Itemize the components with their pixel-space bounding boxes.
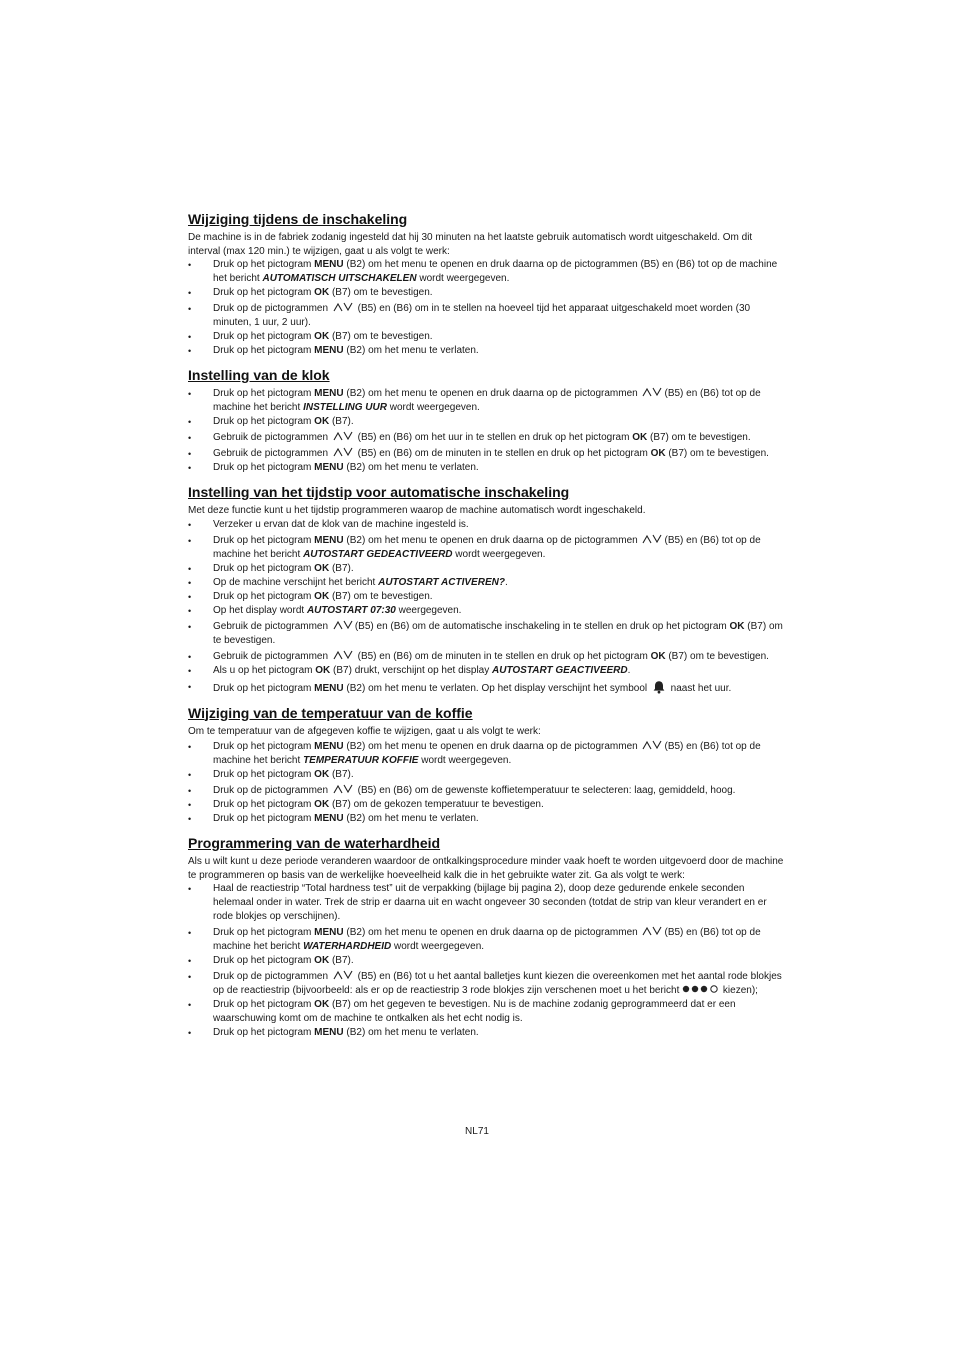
text-run: Druk op het pictogram xyxy=(213,259,315,270)
text-run: Druk op het pictogram xyxy=(213,534,315,546)
instruction-item xyxy=(188,330,784,344)
key-label: MENU xyxy=(314,259,344,270)
instruction-item xyxy=(188,740,784,768)
text-run: (B5) en (B6) om het uur in te stellen en druk op het pictogram xyxy=(354,432,633,443)
text-run: Op de machine verschijnt het bericht xyxy=(213,576,379,588)
text-run: (B7). xyxy=(329,416,354,427)
text-run: Druk op de pictogrammen xyxy=(213,303,331,314)
key-label: MENU xyxy=(314,682,344,694)
key-label: MENU xyxy=(314,813,344,824)
text-run: (B2) om het menu te verlaten. Op het display verschijnt het symbool xyxy=(343,682,650,694)
text-run: kiezen); xyxy=(720,985,758,996)
section-intro: Met deze functie kunt u het tijdstip programmeren waarop de machine automatisch wordt ingeschakeld. xyxy=(188,505,646,516)
text-run: (B7) om te bevestigen. xyxy=(329,331,433,342)
key-label: OK xyxy=(314,562,330,574)
display-message: AUTOSTART GEDEACTIVEERD xyxy=(303,548,453,560)
section-intro: Om te temperatuur van de afgegeven koffie te wijzigen, gaat u als volgt te werk: xyxy=(188,725,541,737)
text-run: (B5) en (B6) om de minuten in te stellen en druk op het pictogram xyxy=(354,650,651,662)
text-run: Druk op het pictogram xyxy=(213,462,315,473)
text-run: (B5) en (B6) tot op de machine het bericht xyxy=(213,741,761,766)
section-heading: Instelling van het tijdstip voor automatische inschakeling xyxy=(188,484,570,500)
key-label: OK xyxy=(314,955,330,966)
key-label: OK xyxy=(314,799,330,810)
text-run: Druk op het pictogram xyxy=(213,331,315,342)
text-run: . xyxy=(627,664,631,676)
manual-page xyxy=(188,210,784,1048)
text-run: (B2) om het menu te verlaten. xyxy=(343,813,479,824)
text-run: (B5) en (B6) tot op de machine het bericht xyxy=(213,388,761,413)
text-run: wordt weergegeven. xyxy=(416,273,510,284)
text-run: Druk op het pictogram xyxy=(213,682,315,694)
text-run: (B7) om te bevestigen. xyxy=(329,590,433,602)
section-heading: Programmering van de waterhardheid xyxy=(188,835,441,851)
section-intro: De machine is in de fabriek zodanig ingesteld dat hij 30 minuten na het laatste gebruik automatisch wordt uitgeschakeld. Om dit interval (max 120 min.) te wijzigen, gaat u als volgt te werk: xyxy=(188,232,753,257)
text-run: (B5) en (B6) tot op de machine het bericht xyxy=(213,534,761,560)
instruction-item xyxy=(188,518,784,532)
instruction-item xyxy=(188,812,784,826)
text-run: Druk op het pictogram xyxy=(213,813,315,824)
display-message: AUTOSTART GEACTIVEERD xyxy=(492,664,628,676)
section-heading: Wijziging tijdens de inschakeling xyxy=(188,211,408,227)
up-down-arrows-icon xyxy=(640,535,664,546)
section-heading: Wijziging van de temperatuur van de koffie xyxy=(188,704,473,721)
text-run: (B7) om het gegeven te bevestigen. Nu is de machine zodanig geprogrammeerd dat er een waarschuwing komt om de machine te ontkalken als het echt nodig is. xyxy=(213,999,736,1024)
up-down-arrows-icon xyxy=(640,741,664,752)
instruction-item xyxy=(188,1026,784,1040)
section-intro: Als u wilt kunt u deze periode veranderen waardoor de ontkalkingsprocedure minder vaak hoeft te worden uitgevoerd door de machine te programmeren op basis van de werkelijke hoeveelheid kalk die in het gebruikte water zit. Ga als volgt te werk: xyxy=(188,856,784,881)
instruction-item xyxy=(188,604,784,618)
instruction-item xyxy=(188,387,784,415)
text-run: (B2) om het menu te openen en druk daarna op de pictogrammen xyxy=(343,534,641,546)
key-label: OK xyxy=(314,416,330,427)
display-message: WATERHARDHEID xyxy=(303,941,392,952)
up-down-arrows-icon xyxy=(331,621,355,632)
text-run: (B7). xyxy=(329,769,354,780)
key-label: OK xyxy=(650,448,666,459)
text-run: Als u op het pictogram xyxy=(213,664,316,676)
text-run: (B7). xyxy=(329,955,354,966)
key-label: OK xyxy=(314,287,330,298)
text-run: wordt weergegeven. xyxy=(452,548,546,560)
instruction-item xyxy=(188,784,784,798)
instruction-list xyxy=(188,740,784,826)
key-label: OK xyxy=(729,620,745,632)
instruction-item xyxy=(188,926,784,954)
display-message: AUTOSTART ACTIVEREN? xyxy=(378,576,505,588)
section xyxy=(188,483,784,696)
instruction-list xyxy=(188,518,784,696)
instruction-list xyxy=(188,387,784,475)
section xyxy=(188,366,784,475)
instruction-item xyxy=(188,620,784,648)
instruction-item xyxy=(188,534,784,562)
instruction-item xyxy=(188,650,784,664)
page-number: NL71 xyxy=(465,1126,489,1137)
three-filled-one-empty-dots-icon xyxy=(682,985,720,996)
key-label: MENU xyxy=(314,1027,344,1038)
instruction-item xyxy=(188,447,784,461)
text-run: Gebruik de pictogrammen xyxy=(213,448,331,459)
display-message: INSTELLING UUR xyxy=(303,402,387,413)
text-run: Op het display wordt xyxy=(213,604,307,616)
instruction-item xyxy=(188,954,784,968)
text-run: Druk op de pictogrammen xyxy=(213,971,331,982)
text-run: (B7) om te bevestigen. xyxy=(213,620,783,646)
text-run: Druk op het pictogram xyxy=(213,287,315,298)
text-run: (B5) en (B6) om de gewenste koffietemperatuur te selecteren: laag, gemiddeld, hoog. xyxy=(354,785,736,796)
instruction-item xyxy=(188,576,784,590)
key-label: MENU xyxy=(314,534,344,546)
instruction-item xyxy=(188,798,784,812)
text-run: Druk op het pictogram xyxy=(213,388,315,399)
text-run: (B7) drukt, verschijnt op het display xyxy=(330,664,493,676)
text-run: (B7). xyxy=(329,562,354,574)
text-run: Druk op het pictogram xyxy=(213,769,315,780)
instruction-item xyxy=(188,461,784,475)
text-run: . xyxy=(504,576,508,588)
text-run: (B2) om het menu te openen en druk daarna op de pictogrammen (B5) en (B6) tot op de machine het bericht xyxy=(213,259,778,284)
key-label: OK xyxy=(315,664,331,676)
section xyxy=(188,704,784,827)
key-label: OK xyxy=(314,331,330,342)
text-run: Druk op het pictogram xyxy=(213,927,315,938)
text-run: Druk op de pictogrammen xyxy=(213,785,331,796)
text-run: Verzeker u ervan dat de klok van de machine ingesteld is. xyxy=(213,518,469,530)
key-label: MENU xyxy=(314,388,344,399)
up-down-arrows-icon xyxy=(331,448,355,459)
text-run: naast het uur. xyxy=(667,682,732,694)
text-run: (B2) om het menu te verlaten. xyxy=(343,345,479,356)
instruction-item xyxy=(188,664,784,678)
display-message: AUTOSTART 07:30 xyxy=(306,604,396,616)
text-run: (B7) om te bevestigen. xyxy=(329,287,433,298)
up-down-arrows-icon xyxy=(640,927,664,938)
up-down-arrows-icon xyxy=(331,303,355,314)
text-run: (B7) om te bevestigen. xyxy=(665,448,769,459)
text-run: Druk op het pictogram xyxy=(213,741,315,752)
key-label: OK xyxy=(632,432,648,443)
bell-icon xyxy=(650,683,668,694)
key-label: MENU xyxy=(314,345,344,356)
key-label: OK xyxy=(314,999,330,1010)
text-run: (B5) en (B6) tot u het aantal balletjes kunt kiezen die overeenkomen met het aantal rode blokjes op de reactiestrip (bijvoorbeeld: als er op de reactiestrip 3 rode blokjes zijn verschenen moet u het bericht xyxy=(213,971,782,996)
text-run: Gebruik de pictogrammen xyxy=(213,432,331,443)
text-run: (B7) om te bevestigen. xyxy=(665,650,769,662)
text-run: (B7) om te bevestigen. xyxy=(647,432,751,443)
section xyxy=(188,834,784,1040)
up-down-arrows-icon xyxy=(331,971,355,982)
instruction-item xyxy=(188,562,784,576)
up-down-arrows-icon xyxy=(331,432,355,443)
text-run: Druk op het pictogram xyxy=(213,590,315,602)
key-label: OK xyxy=(314,590,330,602)
text-run: (B2) om het menu te verlaten. xyxy=(343,462,479,473)
text-run: (B2) om het menu te openen en druk daarna op de pictogrammen xyxy=(343,927,641,938)
text-run: Druk op het pictogram xyxy=(213,416,315,427)
text-run: Druk op het pictogram xyxy=(213,562,315,574)
text-run: (B2) om het menu te openen en druk daarna op de pictogrammen xyxy=(343,741,641,752)
text-run: Druk op het pictogram xyxy=(213,345,315,356)
text-run: (B2) om het menu te verlaten. xyxy=(343,1027,479,1038)
key-label: OK xyxy=(314,769,330,780)
up-down-arrows-icon xyxy=(640,388,664,399)
instruction-item xyxy=(188,768,784,782)
text-run: Gebruik de pictogrammen xyxy=(213,650,331,662)
text-run: (B5) en (B6) tot op de machine het bericht xyxy=(213,927,761,952)
up-down-arrows-icon xyxy=(331,651,355,662)
instruction-item xyxy=(188,998,784,1026)
instruction-item xyxy=(188,680,784,696)
key-label: MENU xyxy=(314,462,344,473)
instruction-item xyxy=(188,302,784,330)
text-run: (B7) om de gekozen temperatuur te bevestigen. xyxy=(329,799,544,810)
text-run: (B2) om het menu te openen en druk daarna op de pictogrammen xyxy=(343,388,641,399)
text-run: (B5) en (B6) om de automatische inschakeling in te stellen en druk op het pictogram xyxy=(354,620,730,632)
instruction-item xyxy=(188,286,784,300)
text-run: Haal de reactiestrip “Total hardness test” uit de verpakking (bijlage bij pagina 2), doop deze gedurende enkele seconden helemaal onder in water. Trek de strip er daarna uit en wacht ongeveer 30 seconden (totdat de strip van kleur verandert en er rode blokjes op verschijnen). xyxy=(213,883,767,922)
instruction-item xyxy=(188,970,784,998)
text-run: Druk op het pictogram xyxy=(213,999,315,1010)
up-down-arrows-icon xyxy=(331,785,355,796)
text-run: Druk op het pictogram xyxy=(213,1027,315,1038)
text-run: Gebruik de pictogrammen xyxy=(213,620,331,632)
text-run: wordt weergegeven. xyxy=(386,402,480,413)
instruction-item xyxy=(188,431,784,445)
key-label: OK xyxy=(650,650,666,662)
text-run: wordt weergegeven. xyxy=(391,941,485,952)
instruction-item xyxy=(188,590,784,604)
instruction-list xyxy=(188,882,784,1040)
instruction-item xyxy=(188,415,784,429)
instruction-item xyxy=(188,882,784,924)
section-heading: Instelling van de klok xyxy=(188,367,330,383)
text-run: Druk op het pictogram xyxy=(213,955,315,966)
text-run: weergegeven. xyxy=(395,604,462,616)
key-label: MENU xyxy=(314,927,344,938)
display-message: AUTOMATISCH UITSCHAKELEN xyxy=(262,273,417,284)
text-run: (B5) en (B6) om in te stellen na hoeveel tijd het apparaat uitgeschakeld moet worden (30 minuten, 1 uur, 2 uur). xyxy=(213,303,751,328)
display-message: TEMPERATUUR KOFFIE xyxy=(303,755,419,766)
instruction-list xyxy=(188,258,784,358)
text-run: Druk op het pictogram xyxy=(213,799,315,810)
instruction-item xyxy=(188,258,784,286)
key-label: MENU xyxy=(314,741,344,752)
section xyxy=(188,210,784,358)
instruction-item xyxy=(188,344,784,358)
text-run: (B5) en (B6) om de minuten in te stellen en druk op het pictogram xyxy=(354,448,651,459)
text-run: wordt weergegeven. xyxy=(418,755,512,766)
